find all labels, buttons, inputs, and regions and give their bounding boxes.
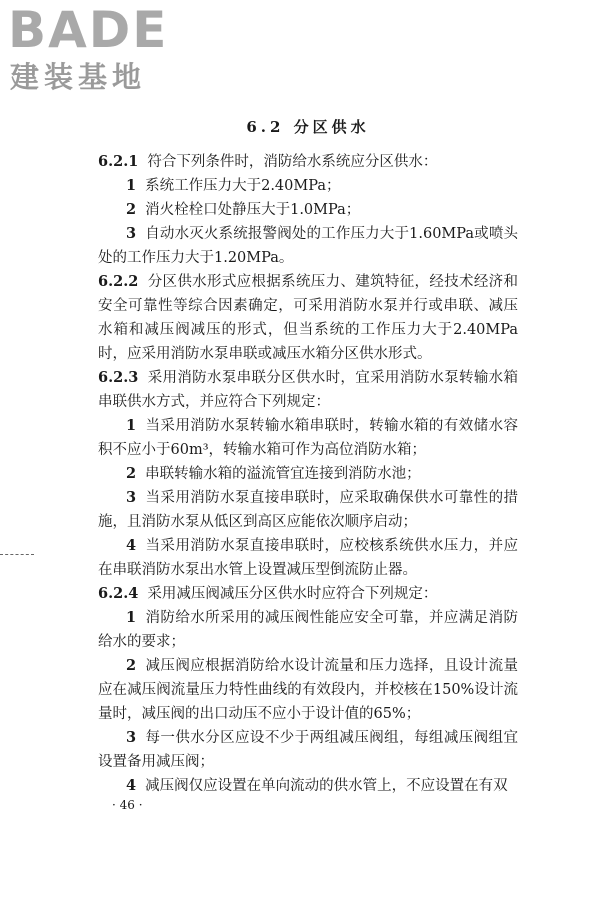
section-title: 6.2 分区供水 [246, 118, 370, 136]
bade-logo [6, 2, 186, 102]
item-number: 3 [126, 729, 137, 746]
item-number: 2 [126, 201, 137, 218]
page-content [98, 112, 518, 798]
item-text: 每一供水分区应设不少于两组减压阀组，每组减压阀组宜设置备用减压阀； [98, 730, 518, 770]
item-text: 减压阀仅应设置在单向流动的供水管上，不应设置在有双 [145, 778, 508, 794]
clause-6-2-3 [98, 366, 518, 414]
item-6-2-3-2 [98, 462, 518, 486]
clause-text: 采用消防水泵串联分区供水时，宜采用消防水泵转输水箱串联供水方式，并应符合下列规定： [98, 370, 518, 410]
page-number: · 46 · [112, 798, 143, 812]
item-6-2-4-1 [98, 606, 518, 654]
margin-mark [0, 554, 34, 556]
item-number: 4 [126, 777, 137, 794]
clause-text: 采用减压阀减压分区供水时应符合下列规定： [147, 586, 438, 602]
item-number: 1 [126, 609, 137, 626]
item-6-2-3-3 [98, 486, 518, 534]
item-text: 系统工作压力大于2.40MPa； [145, 178, 341, 194]
item-6-2-1-2 [98, 198, 518, 222]
clause-number: 6.2.1 [98, 153, 139, 170]
item-6-2-1-1 [98, 174, 518, 198]
item-text: 减压阀应根据消防给水设计流量和压力选择，且设计流量应在减压阀流量压力特性曲线的有效段内，并校核在150%设计流量时，减压阀的出口动压不应小于设计值的65%； [98, 658, 518, 722]
clause-6-2-4 [98, 582, 518, 606]
item-text: 当采用消防水泵转输水箱串联时，转输水箱的有效储水容积不应小于60m³，转输水箱可作为高位消防水箱； [98, 418, 518, 458]
item-number: 1 [126, 177, 137, 194]
item-number: 2 [126, 657, 137, 674]
item-text: 消防给水所采用的减压阀性能应安全可靠，并应满足消防给水的要求； [98, 610, 518, 650]
clause-text: 分区供水形式应根据系统压力、建筑特征，经技术经济和安全可靠性等综合因素确定，可采用消防水泵并行或串联、减压水箱和减压阀减压的形式，但当系统的工作压力大于2.40MPa时，应采用消防水泵串联或减压水箱分区供水形式。 [98, 274, 518, 362]
item-6-2-4-3 [98, 726, 518, 774]
item-text: 当采用消防水泵直接串联时，应校核系统供水压力，并应在串联消防水泵出水管上设置减压型倒流防止器。 [98, 538, 518, 578]
item-6-2-4-4 [98, 774, 518, 798]
logo-sub-text: 建装基地 [10, 60, 147, 94]
item-text: 自动水灭火系统报警阀处的工作压力大于1.60MPa或喷头处的工作压力大于1.20MPa。 [98, 226, 518, 266]
item-number: 2 [126, 465, 137, 482]
logo-main-text: BADE [8, 1, 169, 59]
item-number: 1 [126, 417, 137, 434]
clause-number: 6.2.3 [98, 369, 139, 386]
item-6-2-1-3 [98, 222, 518, 270]
clause-number: 6.2.4 [98, 585, 139, 602]
clause-6-2-2 [98, 270, 518, 366]
item-number: 3 [126, 489, 137, 506]
item-6-2-3-1 [98, 414, 518, 462]
clause-number: 6.2.2 [98, 273, 139, 290]
clause-text: 符合下列条件时，消防给水系统应分区供水： [147, 154, 438, 170]
item-number: 3 [126, 225, 137, 242]
item-text: 当采用消防水泵直接串联时，应采取确保供水可靠性的措施，且消防水泵从低区到高区应能依次顺序启动； [98, 490, 518, 530]
item-text: 串联转输水箱的溢流管宜连接到消防水池； [145, 466, 421, 482]
item-text: 消火栓栓口处静压大于1.0MPa； [145, 202, 361, 218]
item-number: 4 [126, 537, 137, 554]
item-6-2-3-4 [98, 534, 518, 582]
item-6-2-4-2 [98, 654, 518, 726]
clause-6-2-1 [98, 150, 518, 174]
